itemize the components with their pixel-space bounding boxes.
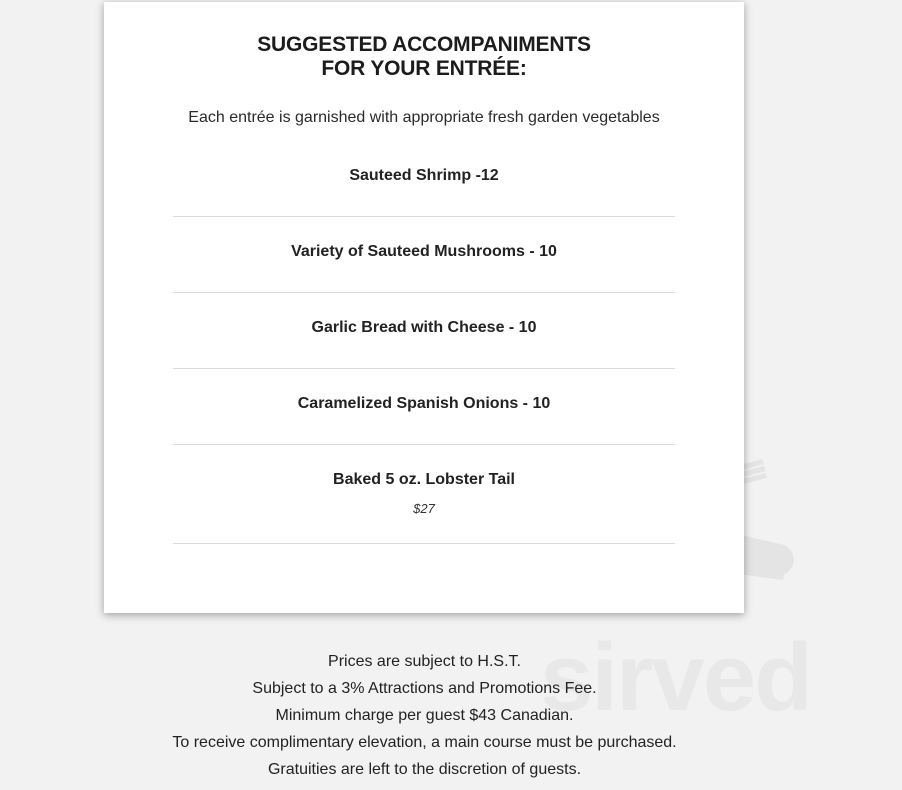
- sirved-watermark-text: sirved: [540, 624, 811, 725]
- footer-note: Subject to a 3% Attractions and Promotions Fee.: [252, 680, 597, 697]
- footer-note: Prices are subject to H.S.T.: [328, 653, 521, 670]
- footer-note: To receive complimentary elevation, a main course must be purchased.: [172, 734, 677, 751]
- menu-item: [173, 369, 675, 445]
- menu-item-list: [173, 141, 675, 544]
- menu-item-name: Variety of Sauteed Mushrooms - 10: [291, 243, 557, 260]
- menu-item-name: Sauteed Shrimp -12: [349, 167, 499, 184]
- menu-footer-notes: [0, 648, 849, 783]
- menu-item-name: Caramelized Spanish Onions - 10: [297, 395, 551, 412]
- menu-subtitle: Each entrée is garnished with appropriate fresh garden vegetables: [188, 109, 660, 126]
- footer-note: Gratuities are left to the discretion of guests.: [267, 761, 582, 778]
- menu-card: [104, 2, 744, 613]
- menu-item: [173, 141, 675, 217]
- menu-item: [173, 217, 675, 293]
- menu-title-line-2: FOR YOUR ENTRÉE:: [321, 57, 527, 80]
- menu-item-name: Garlic Bread with Cheese - 10: [311, 319, 537, 336]
- footer-note: Minimum charge per guest $43 Canadian.: [275, 707, 574, 724]
- menu-item: [173, 293, 675, 369]
- menu-title: [104, 33, 744, 81]
- menu-title-line-1: SUGGESTED ACCOMPANIMENTS: [257, 33, 591, 56]
- menu-item: [173, 445, 675, 544]
- menu-item-name: Baked 5 oz. Lobster Tail: [333, 471, 515, 488]
- menu-item-price: $27: [413, 501, 435, 516]
